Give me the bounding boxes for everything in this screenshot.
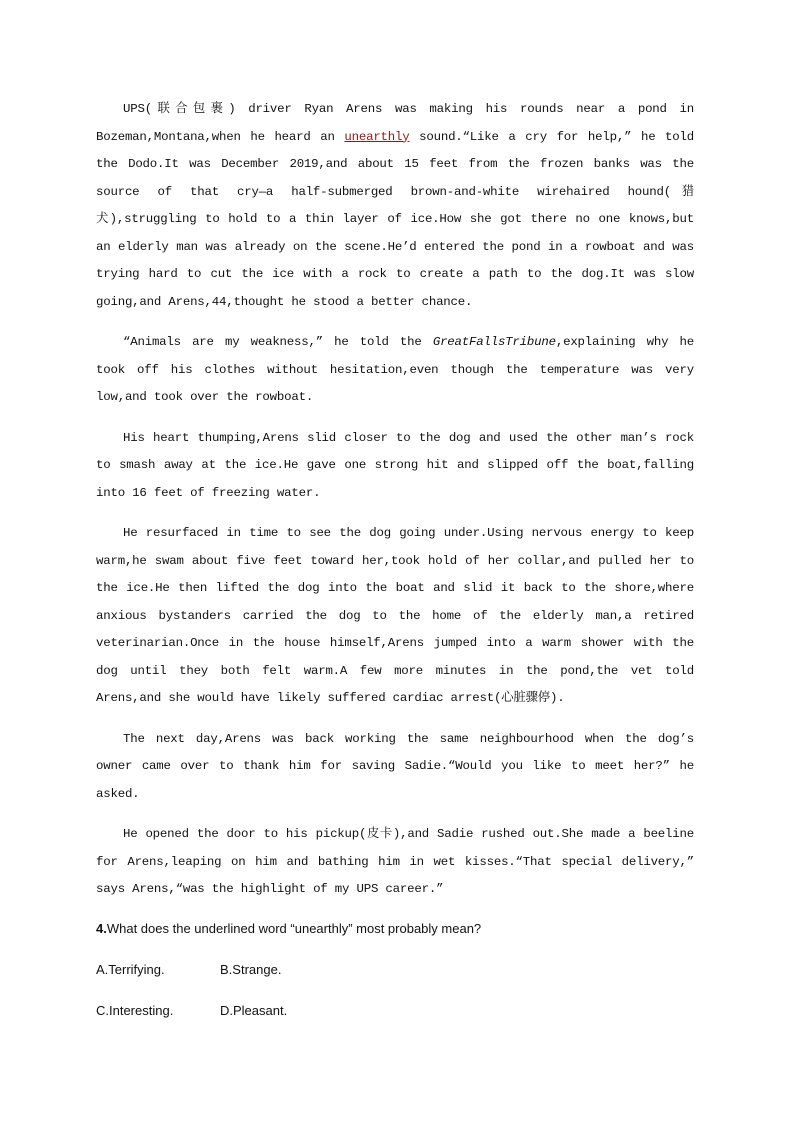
paragraph-6: He opened the door to his pickup(皮卡),and Sadie rushed out.She made a beeline for Arens,leaping on him and bathing him in wet kisses.“That special delivery,” says Arens,“was the highlight of my UPS career.” — [96, 827, 694, 896]
options-row-2 — [96, 999, 694, 1023]
options-row-1 — [96, 958, 694, 982]
paragraph-2 — [96, 329, 694, 412]
question-number: 4. — [96, 920, 107, 936]
paragraph-1-text-b: sound.“Like a cry for help,” he told the Dodo.It was December 2019,and about 15 feet from the frozen banks was the source of that cry—a half-submerged brown-and-white wirehaired hound(猎犬),struggling to hold to a thin layer of ice.How she got there no one knows,but an elderly man was already on the scene.He’d entered the pond in a rowboat and was trying hard to cut the ice with a rock to create a path to the dog.It was slow going,and Arens,44,thought he stood a better chance. — [96, 129, 695, 309]
paragraph-2-text-b: ,explaining why he took off his clothes without hesitation,even though the temperature was very low,and took over the rowboat. — [96, 335, 694, 404]
question-4 — [96, 917, 694, 941]
paragraph-2-text-a: “Animals are my weakness,” he told the — [123, 335, 433, 349]
document-page — [96, 96, 694, 1040]
newspaper-name: GreatFallsTribune — [432, 335, 556, 349]
paragraph-1 — [96, 96, 694, 316]
option-d[interactable]: D.Pleasant. — [220, 1002, 288, 1018]
underlined-word: unearthly — [344, 129, 410, 144]
option-b[interactable]: B.Strange. — [220, 961, 282, 977]
paragraph-1-text-a: UPS(联合包裹) driver Ryan Arens was making his rounds near a pond in Bozeman,Montana,when he heard an — [96, 102, 694, 144]
paragraph-4: He resurfaced in time to see the dog going under.Using nervous energy to keep warm,he swam about five feet toward her,took hold of her collar,and pulled her to the ice.He then lifted the dog into the boat and slid it back to the shore,where anxious bystanders carried the dog to the home of the elderly man,a retired veterinarian.Once in the house himself,Arens jumped into a warm shower with the dog until they both felt warm.A few more minutes in the pond,the vet told Arens,and she would have likely suffered cardiac arrest(心脏骤停). — [96, 526, 694, 705]
option-c[interactable]: C.Interesting. — [96, 1002, 174, 1018]
paragraph-3: His heart thumping,Arens slid closer to the dog and used the other man’s rock to smash away at the ice.He gave one strong hit and slipped off the boat,falling into 16 feet of freezing water. — [96, 430, 694, 500]
paragraph-5: The next day,Arens was back working the same neighbourhood when the dog’s owner came over to thank him for saving Sadie.“Would you like to meet her?” he asked. — [96, 731, 694, 801]
option-a[interactable]: A.Terrifying. — [96, 961, 165, 977]
question-text: What does the underlined word “unearthly” most probably mean? — [106, 920, 482, 936]
